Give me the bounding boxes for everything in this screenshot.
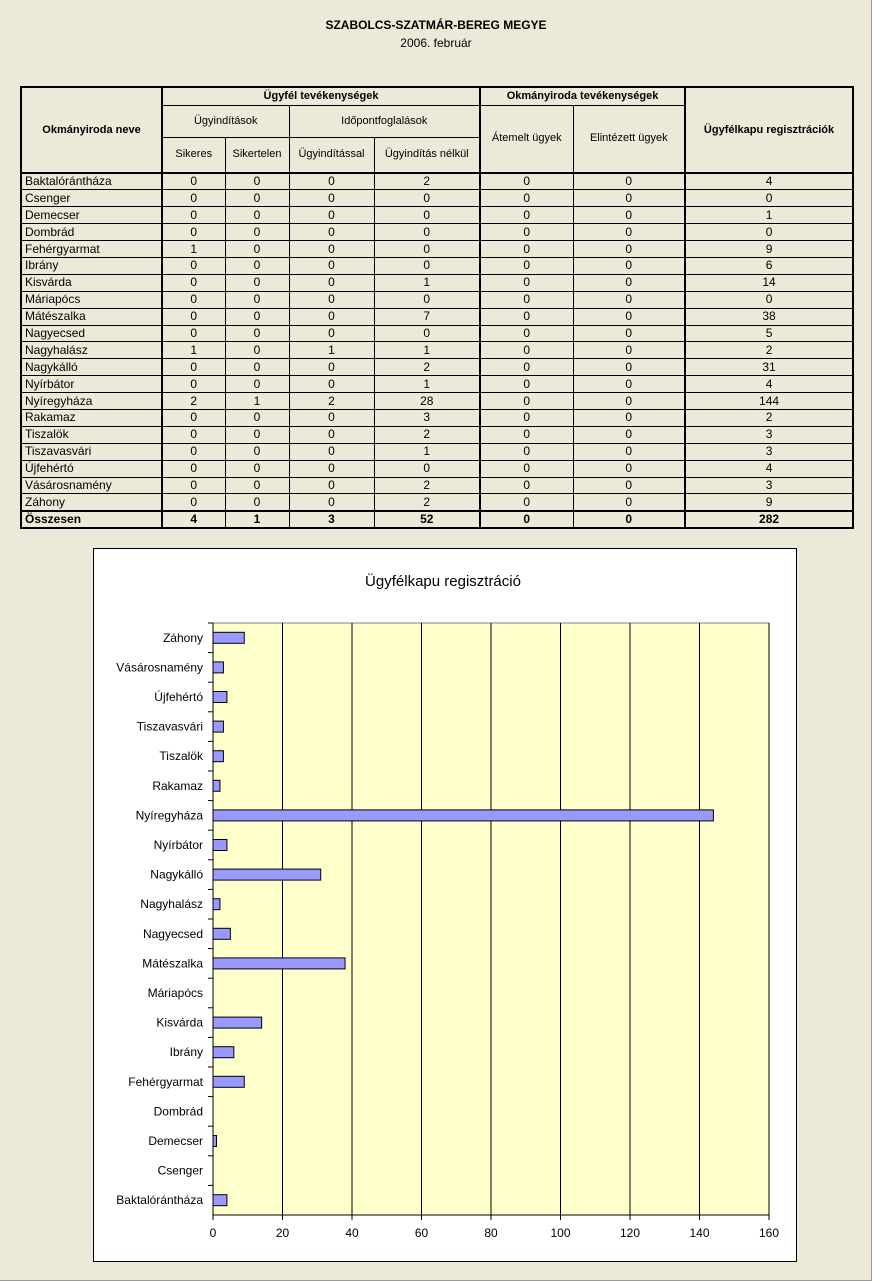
office-name-cell: Csenger — [21, 190, 162, 207]
y-category-label: Záhony — [162, 630, 203, 645]
value-cell: 0 — [162, 376, 225, 393]
y-category-label: Csenger — [157, 1163, 203, 1178]
value-cell: 0 — [162, 477, 225, 494]
value-cell: 0 — [162, 443, 225, 460]
value-cell: 0 — [685, 224, 853, 241]
office-name-cell: Nagykálló — [21, 359, 162, 376]
value-cell: 0 — [374, 257, 480, 274]
value-cell: 0 — [162, 325, 225, 342]
bar — [213, 662, 223, 673]
x-tick-label: 120 — [619, 1226, 641, 1240]
header-group-okmany: Okmányiroda tevékenységek — [480, 87, 685, 105]
value-cell: 0 — [162, 274, 225, 291]
value-cell: 0 — [162, 359, 225, 376]
value-cell: 0 — [480, 409, 573, 426]
bar — [213, 632, 244, 643]
value-cell: 3 — [685, 477, 853, 494]
value-cell: 0 — [573, 443, 685, 460]
value-cell: 0 — [162, 460, 225, 477]
value-cell: 0 — [480, 494, 573, 511]
value-cell: 0 — [480, 207, 573, 224]
value-cell: 0 — [480, 291, 573, 308]
value-cell: 0 — [225, 173, 289, 190]
value-cell: 0 — [374, 241, 480, 258]
y-category-label: Ibrány — [169, 1045, 203, 1060]
value-cell: 0 — [573, 342, 685, 359]
office-name-cell: Újfehértó — [21, 460, 162, 477]
header-sikertelen: Sikertelen — [225, 137, 289, 173]
value-cell: 2 — [685, 342, 853, 359]
value-cell: 0 — [289, 359, 374, 376]
x-tick-label: 0 — [209, 1226, 217, 1240]
y-category-label: Kisvárda — [156, 1015, 203, 1030]
y-category-label: Mátészalka — [142, 956, 203, 971]
value-cell: 31 — [685, 359, 853, 376]
bar — [213, 1017, 262, 1028]
office-name-cell: Máriapócs — [21, 291, 162, 308]
page-subtitle: 2006. február — [400, 36, 472, 50]
bar — [213, 1076, 244, 1087]
y-category-label: Nyírbátor — [153, 838, 203, 852]
value-cell: 4 — [685, 376, 853, 393]
bar — [213, 899, 220, 910]
value-cell: 6 — [685, 257, 853, 274]
office-name-cell: Fehérgyarmat — [21, 241, 162, 258]
value-cell: 4 — [685, 173, 853, 190]
value-cell: 2 — [374, 359, 480, 376]
value-cell: 0 — [480, 190, 573, 207]
value-cell: 0 — [225, 190, 289, 207]
value-cell: 0 — [374, 190, 480, 207]
office-name-cell: Mátészalka — [21, 308, 162, 325]
x-tick-label: 60 — [414, 1226, 429, 1240]
value-cell: 0 — [289, 443, 374, 460]
value-cell: 0 — [162, 308, 225, 325]
office-name-cell: Nagyhalász — [21, 342, 162, 359]
value-cell: 0 — [374, 325, 480, 342]
header-ugyinditas-nelkul: Ügyindítás nélkül — [374, 137, 480, 173]
value-cell: 4 — [162, 511, 225, 528]
value-cell: 1 — [225, 393, 289, 410]
value-cell: 2 — [374, 477, 480, 494]
value-cell: 0 — [289, 241, 374, 258]
x-tick-label: 160 — [758, 1226, 780, 1240]
value-cell: 0 — [573, 241, 685, 258]
value-cell: 0 — [480, 274, 573, 291]
value-cell: 0 — [225, 257, 289, 274]
value-cell: 0 — [573, 173, 685, 190]
value-cell: 3 — [374, 409, 480, 426]
value-cell: 1 — [162, 241, 225, 258]
value-cell: 0 — [289, 376, 374, 393]
value-cell: 0 — [573, 207, 685, 224]
value-cell: 0 — [225, 443, 289, 460]
value-cell: 0 — [480, 257, 573, 274]
value-cell: 4 — [685, 460, 853, 477]
value-cell: 0 — [225, 274, 289, 291]
page-title: SZABOLCS-SZATMÁR-BEREG MEGYE — [325, 18, 547, 32]
value-cell: 38 — [685, 308, 853, 325]
value-cell: 0 — [374, 460, 480, 477]
bar — [213, 692, 227, 703]
value-cell: 0 — [162, 409, 225, 426]
bar — [213, 1195, 227, 1206]
value-cell: 0 — [573, 359, 685, 376]
value-cell: 0 — [289, 308, 374, 325]
value-cell: 0 — [289, 224, 374, 241]
value-cell: 0 — [480, 308, 573, 325]
value-cell: 1 — [289, 342, 374, 359]
bar — [213, 869, 321, 880]
value-cell: 0 — [225, 426, 289, 443]
value-cell: 0 — [289, 291, 374, 308]
value-cell: 1 — [225, 511, 289, 528]
value-cell: 0 — [480, 511, 573, 528]
chart-title: Ügyfélkapu regisztráció — [365, 573, 521, 590]
value-cell: 0 — [573, 393, 685, 410]
value-cell: 0 — [289, 257, 374, 274]
office-name-cell: Baktalórántháza — [21, 173, 162, 190]
value-cell: 0 — [225, 308, 289, 325]
value-cell: 0 — [480, 393, 573, 410]
value-cell: 0 — [573, 426, 685, 443]
value-cell: 0 — [573, 257, 685, 274]
office-name-cell: Nagyecsed — [21, 325, 162, 342]
value-cell: 0 — [480, 426, 573, 443]
value-cell: 0 — [225, 241, 289, 258]
y-category-label: Dombrád — [153, 1104, 203, 1119]
value-cell: 0 — [289, 325, 374, 342]
value-cell: 0 — [573, 274, 685, 291]
value-cell: 0 — [162, 494, 225, 511]
value-cell: 0 — [480, 477, 573, 494]
value-cell: 0 — [573, 494, 685, 511]
value-cell: 1 — [374, 443, 480, 460]
value-cell: 52 — [374, 511, 480, 528]
value-cell: 0 — [162, 257, 225, 274]
y-category-label: Tiszalök — [159, 749, 203, 764]
value-cell: 0 — [289, 207, 374, 224]
y-category-label: Rakamaz — [152, 778, 203, 793]
x-tick-label: 40 — [345, 1226, 359, 1240]
value-cell: 0 — [225, 342, 289, 359]
office-name-cell: Tiszalök — [21, 426, 162, 443]
value-cell: 0 — [573, 308, 685, 325]
bar — [213, 958, 345, 969]
bar — [213, 1047, 234, 1058]
value-cell: 0 — [225, 325, 289, 342]
y-category-label: Nagykálló — [150, 867, 203, 882]
value-cell: 0 — [685, 291, 853, 308]
office-name-cell: Demecser — [21, 207, 162, 224]
bar — [213, 928, 230, 939]
value-cell: 0 — [573, 376, 685, 393]
value-cell: 0 — [573, 460, 685, 477]
header-registrations: Ügyfélkapu regisztrációk — [685, 87, 853, 173]
value-cell: 0 — [480, 376, 573, 393]
x-tick-label: 100 — [550, 1226, 571, 1240]
value-cell: 0 — [289, 426, 374, 443]
value-cell: 0 — [374, 224, 480, 241]
value-cell: 0 — [162, 426, 225, 443]
value-cell: 3 — [685, 426, 853, 443]
value-cell: 0 — [225, 409, 289, 426]
value-cell: 0 — [480, 460, 573, 477]
value-cell: 0 — [225, 359, 289, 376]
value-cell: 7 — [374, 308, 480, 325]
value-cell: 0 — [225, 477, 289, 494]
value-cell: 0 — [225, 494, 289, 511]
bar — [213, 721, 223, 732]
value-cell: 1 — [374, 274, 480, 291]
value-cell: 0 — [289, 173, 374, 190]
value-cell: 0 — [225, 207, 289, 224]
value-cell: 3 — [289, 511, 374, 528]
value-cell: 9 — [685, 494, 853, 511]
total-label: Összesen — [21, 511, 162, 528]
bar — [213, 810, 713, 821]
value-cell: 0 — [162, 190, 225, 207]
value-cell: 0 — [480, 173, 573, 190]
value-cell: 2 — [685, 409, 853, 426]
bar — [213, 840, 227, 851]
value-cell: 0 — [162, 207, 225, 224]
y-category-label: Nagyhalász — [140, 897, 203, 912]
value-cell: 0 — [573, 409, 685, 426]
value-cell: 0 — [289, 274, 374, 291]
value-cell: 0 — [573, 511, 685, 528]
value-cell: 2 — [162, 393, 225, 410]
office-name-cell: Tiszavasvári — [21, 443, 162, 460]
value-cell: 0 — [225, 224, 289, 241]
office-name-cell: Ibrány — [21, 257, 162, 274]
value-cell: 0 — [685, 190, 853, 207]
office-name-cell: Kisvárda — [21, 274, 162, 291]
value-cell: 0 — [225, 376, 289, 393]
x-tick-label: 140 — [689, 1226, 710, 1240]
header-elintezett: Elintézett ügyek — [573, 105, 685, 173]
value-cell: 2 — [289, 393, 374, 410]
value-cell: 0 — [162, 173, 225, 190]
y-category-label: Újfehértó — [154, 690, 203, 704]
y-category-label: Vásárosnamény — [116, 660, 203, 675]
value-cell: 9 — [685, 241, 853, 258]
value-cell: 0 — [480, 443, 573, 460]
value-cell: 0 — [289, 409, 374, 426]
value-cell: 5 — [685, 325, 853, 342]
value-cell: 3 — [685, 443, 853, 460]
value-cell: 0 — [289, 494, 374, 511]
header-group-ugyfel: Ügyfél tevékenységek — [162, 87, 480, 105]
value-cell: 2 — [374, 494, 480, 511]
value-cell: 28 — [374, 393, 480, 410]
value-cell: 0 — [225, 460, 289, 477]
y-category-label: Demecser — [148, 1134, 203, 1148]
header-ugyinditassal: Ügyindítással — [289, 137, 374, 173]
value-cell: 0 — [225, 291, 289, 308]
header-ugyinditasok: Ügyindítások — [162, 105, 289, 137]
office-name-cell: Vásárosnamény — [21, 477, 162, 494]
value-cell: 282 — [685, 511, 853, 528]
office-name-cell: Rakamaz — [21, 409, 162, 426]
header-idopontfoglalasok: Időpontfoglalások — [289, 105, 480, 137]
value-cell: 0 — [573, 325, 685, 342]
value-cell: 0 — [374, 291, 480, 308]
value-cell: 0 — [289, 477, 374, 494]
header-sikeres: Sikeres — [162, 137, 225, 173]
y-category-label: Nyíregyháza — [135, 808, 203, 823]
value-cell: 0 — [289, 460, 374, 477]
office-name-cell: Záhony — [21, 494, 162, 511]
bar — [213, 780, 220, 791]
value-cell: 2 — [374, 426, 480, 443]
x-tick-label: 20 — [275, 1226, 290, 1240]
value-cell: 0 — [162, 224, 225, 241]
value-cell: 0 — [480, 241, 573, 258]
value-cell: 14 — [685, 274, 853, 291]
value-cell: 1 — [162, 342, 225, 359]
y-category-label: Tiszavasvári — [136, 719, 203, 734]
y-category-label: Fehérgyarmat — [128, 1074, 203, 1089]
value-cell: 0 — [573, 291, 685, 308]
bar — [213, 1136, 216, 1147]
value-cell: 1 — [374, 376, 480, 393]
header-atemelt: Átemelt ügyek — [480, 105, 573, 173]
value-cell: 0 — [162, 291, 225, 308]
y-category-label: Máriapócs — [147, 986, 203, 1000]
value-cell: 144 — [685, 393, 853, 410]
value-cell: 0 — [573, 224, 685, 241]
value-cell: 1 — [374, 342, 480, 359]
value-cell: 1 — [685, 207, 853, 224]
value-cell: 0 — [374, 207, 480, 224]
value-cell: 0 — [573, 477, 685, 494]
office-name-cell: Nyírbátor — [21, 376, 162, 393]
value-cell: 0 — [480, 224, 573, 241]
value-cell: 0 — [289, 190, 374, 207]
bar — [213, 751, 223, 762]
header-office-name: Okmányiroda neve — [21, 87, 162, 173]
x-tick-label: 80 — [484, 1226, 498, 1240]
value-cell: 0 — [480, 325, 573, 342]
value-cell: 0 — [480, 342, 573, 359]
office-name-cell: Nyíregyháza — [21, 393, 162, 410]
value-cell: 0 — [480, 359, 573, 376]
y-category-label: Baktalórántháza — [116, 1193, 203, 1208]
office-name-cell: Dombrád — [21, 224, 162, 241]
value-cell: 0 — [573, 190, 685, 207]
value-cell: 2 — [374, 173, 480, 190]
y-category-label: Nagyecsed — [142, 926, 203, 941]
